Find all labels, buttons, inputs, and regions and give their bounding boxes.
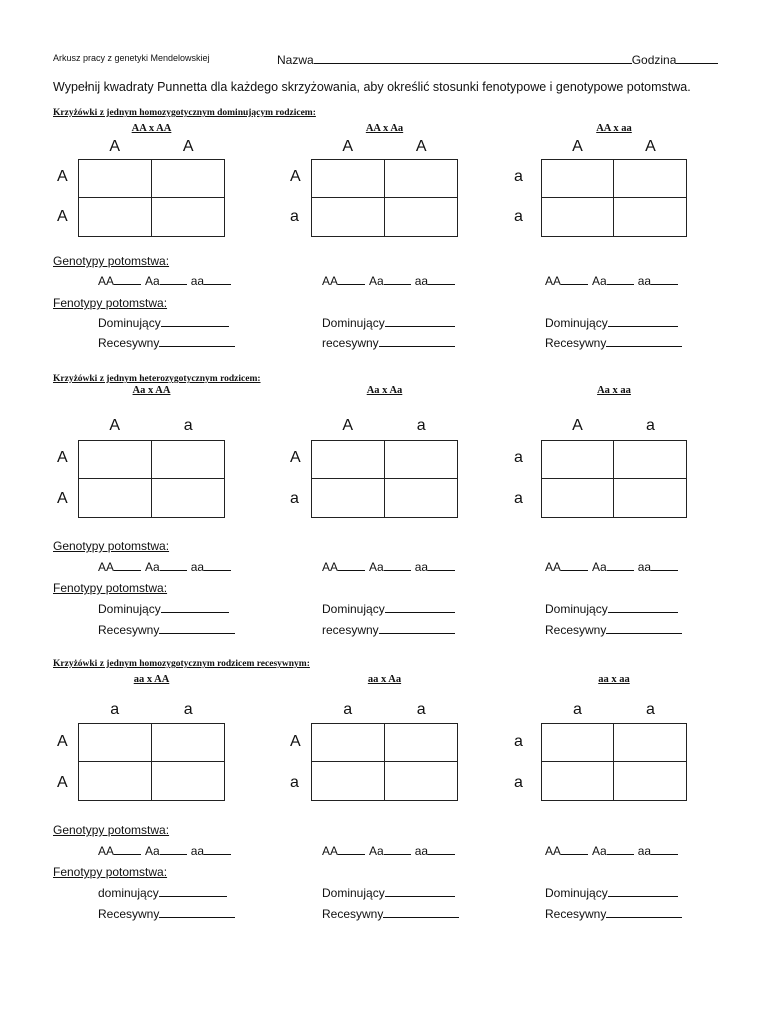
- genotype-label-Aa: Aa: [145, 844, 160, 858]
- genotype-blank[interactable]: [114, 560, 141, 571]
- genotype-blank[interactable]: [204, 844, 231, 855]
- dominant-blank[interactable]: [159, 886, 227, 897]
- genotype-blank[interactable]: [651, 844, 678, 855]
- genotype-answers: [545, 274, 682, 288]
- side-allele: a: [514, 733, 523, 750]
- genotypes-heading: Genotypy potomstwa:: [53, 254, 170, 268]
- punnett-cell[interactable]: [385, 479, 458, 517]
- genotype-blank[interactable]: [384, 560, 411, 571]
- recessive-answer: [545, 907, 682, 921]
- section-title: Krzyżówki z jednym homozygotycznym rodzicem recesywnym:: [53, 659, 310, 669]
- cross-label: aa x AA: [133, 674, 170, 685]
- recessive-answer: [322, 623, 455, 637]
- recessive-label: Recesywny: [98, 907, 160, 921]
- punnett-cell[interactable]: [385, 198, 458, 236]
- recessive-answer: [545, 336, 682, 350]
- top-allele: A: [645, 138, 656, 155]
- punnett-cell[interactable]: [614, 198, 686, 236]
- punnett-cell[interactable]: [152, 441, 225, 479]
- side-allele: A: [57, 168, 68, 185]
- top-allele: A: [109, 138, 121, 155]
- recessive-label: Recesywny: [545, 336, 607, 350]
- genotype-blank[interactable]: [384, 844, 411, 855]
- punnett-cell[interactable]: [152, 198, 225, 236]
- genotype-label-AA: AA: [322, 844, 339, 858]
- genotype-label-Aa: Aa: [369, 560, 384, 574]
- top-allele: a: [573, 701, 582, 718]
- genotype-answers: [98, 274, 235, 288]
- top-allele: a: [343, 701, 353, 718]
- instructions: Wypełnij kwadraty Punnetta dla każdego skrzyżowania, aby określić stosunki fenotypowe i genotypowe potomstwa.: [53, 80, 691, 94]
- side-allele: A: [57, 449, 68, 466]
- top-allele: A: [572, 417, 583, 434]
- side-allele: a: [514, 449, 523, 466]
- punnett-square: [311, 440, 458, 518]
- punnett-cell[interactable]: [312, 479, 385, 517]
- dominant-answer: [545, 316, 678, 330]
- punnett-cell[interactable]: [312, 762, 385, 800]
- dominant-blank[interactable]: [161, 316, 229, 327]
- dominant-answer: [98, 316, 229, 330]
- recessive-blank[interactable]: [379, 336, 455, 347]
- genotype-blank[interactable]: [428, 560, 455, 571]
- recessive-answer: [98, 623, 235, 637]
- recessive-answer: [322, 336, 455, 350]
- dominant-label: Dominujący: [545, 316, 608, 330]
- genotype-label-AA: AA: [545, 560, 562, 574]
- worksheet-title: Arkusz pracy z genetyki Mendelowskiej: [53, 53, 210, 63]
- genotype-label-AA: AA: [98, 844, 115, 858]
- punnett-cell[interactable]: [152, 479, 225, 517]
- dominant-blank[interactable]: [161, 602, 229, 613]
- dominant-answer: [322, 602, 455, 616]
- genotype-answers: [322, 844, 459, 858]
- genotype-blank[interactable]: [384, 274, 411, 285]
- genotype-blank[interactable]: [428, 274, 455, 285]
- genotypes-heading: Genotypy potomstwa:: [53, 539, 170, 553]
- recessive-blank[interactable]: [159, 336, 235, 347]
- dominant-label: Dominujący: [322, 316, 385, 330]
- genotype-label-Aa: Aa: [145, 274, 160, 288]
- genotype-blank[interactable]: [114, 844, 141, 855]
- punnett-cell[interactable]: [385, 724, 458, 762]
- punnett-cell[interactable]: [152, 160, 225, 198]
- top-allele: A: [109, 417, 121, 434]
- punnett-cell[interactable]: [79, 160, 152, 198]
- genotype-label-AA: AA: [545, 274, 562, 288]
- recessive-answer: [98, 336, 235, 350]
- genotype-blank[interactable]: [561, 274, 588, 285]
- top-allele: a: [183, 701, 193, 718]
- recessive-label: Recesywny: [545, 623, 607, 637]
- top-allele: A: [342, 417, 354, 434]
- side-allele: a: [290, 774, 299, 791]
- punnett-square: [78, 440, 225, 518]
- genotype-blank[interactable]: [114, 274, 141, 285]
- genotype-blank[interactable]: [160, 274, 187, 285]
- dominant-blank[interactable]: [608, 602, 678, 613]
- punnett-cell[interactable]: [542, 724, 614, 762]
- genotype-blank[interactable]: [428, 844, 455, 855]
- genotype-blank[interactable]: [338, 844, 365, 855]
- genotype-blank[interactable]: [204, 560, 231, 571]
- punnett-square: [78, 159, 225, 237]
- genotype-label-aa: aa: [190, 274, 205, 288]
- genotype-answers: [98, 560, 235, 574]
- punnett-square: [541, 440, 687, 518]
- genotype-blank[interactable]: [561, 844, 588, 855]
- genotype-blank[interactable]: [204, 274, 231, 285]
- punnett-cell[interactable]: [542, 160, 614, 198]
- side-allele: a: [290, 490, 299, 507]
- punnett-cell[interactable]: [79, 762, 152, 800]
- dominant-blank[interactable]: [608, 316, 678, 327]
- punnett-square: [541, 159, 687, 237]
- side-allele: a: [514, 490, 523, 507]
- genotype-answers: [545, 844, 682, 858]
- dominant-answer: [545, 886, 678, 900]
- top-allele: a: [110, 701, 120, 718]
- punnett-cell[interactable]: [385, 160, 458, 198]
- genotype-label-AA: AA: [98, 560, 115, 574]
- genotype-label-AA: AA: [98, 274, 115, 288]
- top-allele: A: [182, 138, 194, 155]
- genotype-blank[interactable]: [607, 274, 634, 285]
- section-title: Krzyżówki z jednym homozygotycznym dominującym rodzicem:: [53, 108, 316, 118]
- side-allele: A: [290, 733, 301, 750]
- dominant-label: Dominujący: [545, 602, 608, 616]
- punnett-cell[interactable]: [542, 479, 614, 517]
- punnett-cell[interactable]: [312, 724, 385, 762]
- genotype-blank[interactable]: [607, 560, 634, 571]
- recessive-blank[interactable]: [159, 623, 235, 634]
- punnett-cell[interactable]: [614, 479, 686, 517]
- punnett-cell[interactable]: [385, 762, 458, 800]
- genotype-label-aa: aa: [637, 844, 652, 858]
- genotype-blank[interactable]: [651, 560, 678, 571]
- recessive-blank[interactable]: [606, 623, 682, 634]
- dominant-answer: [98, 602, 229, 616]
- dominant-label: Dominujący: [322, 886, 385, 900]
- name-field[interactable]: [314, 51, 632, 64]
- time-label: Godzina: [631, 53, 677, 67]
- punnett-cell[interactable]: [385, 441, 458, 479]
- genotype-blank[interactable]: [338, 560, 365, 571]
- cross-label: aa x Aa: [367, 674, 402, 685]
- recessive-blank[interactable]: [379, 623, 455, 634]
- dominant-label: Dominujący: [545, 886, 608, 900]
- genotype-blank[interactable]: [651, 274, 678, 285]
- genotype-label-aa: aa: [637, 560, 652, 574]
- punnett-cell[interactable]: [79, 441, 152, 479]
- top-allele: A: [342, 138, 354, 155]
- top-allele: a: [416, 417, 426, 434]
- punnett-cell[interactable]: [152, 762, 225, 800]
- cross-label: AA x Aa: [365, 123, 404, 134]
- dominant-label: Dominujący: [98, 316, 161, 330]
- dominant-answer: [545, 602, 678, 616]
- recessive-label: Recesywny: [98, 336, 160, 350]
- genotype-label-Aa: Aa: [592, 274, 607, 288]
- dominant-answer: [322, 886, 455, 900]
- recessive-label: recesywny: [322, 623, 379, 637]
- recessive-blank[interactable]: [606, 907, 682, 918]
- dominant-label: Dominujący: [322, 602, 385, 616]
- dominant-label: Dominujący: [98, 602, 161, 616]
- section-title: Krzyżówki z jednym heterozygotycznym rodzicem:: [53, 374, 261, 384]
- side-allele: a: [290, 208, 299, 225]
- genotype-label-aa: aa: [414, 844, 429, 858]
- cross-label: AA x AA: [131, 123, 172, 134]
- time-field[interactable]: [676, 51, 718, 64]
- genotype-label-Aa: Aa: [592, 844, 607, 858]
- punnett-cell[interactable]: [542, 762, 614, 800]
- name-time-row: [277, 51, 722, 67]
- genotype-answers: [322, 274, 459, 288]
- phenotypes-heading: Fenotypy potomstwa:: [53, 865, 168, 879]
- punnett-square: [78, 723, 225, 801]
- genotype-label-aa: aa: [190, 844, 205, 858]
- top-allele: A: [572, 138, 583, 155]
- side-allele: a: [514, 774, 523, 791]
- punnett-square: [541, 723, 687, 801]
- cross-label: AA x aa: [596, 123, 632, 134]
- top-allele: a: [646, 417, 655, 434]
- top-allele: a: [183, 417, 193, 434]
- phenotypes-heading: Fenotypy potomstwa:: [53, 296, 168, 310]
- genotype-label-Aa: Aa: [145, 560, 160, 574]
- name-label: Nazwa: [277, 53, 314, 67]
- genotype-label-AA: AA: [322, 274, 339, 288]
- genotype-answers: [545, 560, 682, 574]
- recessive-answer: [545, 623, 682, 637]
- punnett-cell[interactable]: [542, 198, 614, 236]
- cross-label: aa x aa: [598, 674, 630, 685]
- genotype-label-aa: aa: [637, 274, 652, 288]
- recessive-label: Recesywny: [322, 907, 384, 921]
- cross-label: Aa x Aa: [366, 385, 403, 396]
- side-allele: a: [514, 208, 523, 225]
- genotype-label-aa: aa: [414, 560, 429, 574]
- side-allele: a: [514, 168, 523, 185]
- punnett-cell[interactable]: [614, 441, 686, 479]
- genotype-blank[interactable]: [561, 560, 588, 571]
- side-allele: A: [57, 774, 68, 791]
- side-allele: A: [57, 733, 68, 750]
- recessive-blank[interactable]: [159, 907, 235, 918]
- punnett-cell[interactable]: [542, 441, 614, 479]
- genotype-answers: [322, 560, 459, 574]
- genotype-label-Aa: Aa: [592, 560, 607, 574]
- cross-label: Aa x aa: [597, 385, 631, 396]
- punnett-cell[interactable]: [614, 160, 686, 198]
- punnett-square: [311, 723, 458, 801]
- recessive-label: Recesywny: [98, 623, 160, 637]
- side-allele: A: [57, 490, 68, 507]
- punnett-cell[interactable]: [79, 724, 152, 762]
- genotype-blank[interactable]: [160, 560, 187, 571]
- punnett-cell[interactable]: [312, 160, 385, 198]
- punnett-cell[interactable]: [312, 198, 385, 236]
- side-allele: A: [290, 168, 301, 185]
- recessive-blank[interactable]: [383, 907, 459, 918]
- dominant-blank[interactable]: [385, 886, 455, 897]
- genotype-label-Aa: Aa: [369, 844, 384, 858]
- punnett-cell[interactable]: [152, 724, 225, 762]
- genotype-label-AA: AA: [545, 844, 562, 858]
- punnett-cell[interactable]: [614, 724, 686, 762]
- genotype-label-aa: aa: [414, 274, 429, 288]
- genotype-blank[interactable]: [160, 844, 187, 855]
- cross-label: Aa x AA: [132, 385, 171, 396]
- recessive-answer: [322, 907, 459, 921]
- dominant-blank[interactable]: [385, 316, 455, 327]
- dominant-answer: [98, 886, 227, 900]
- punnett-cell[interactable]: [614, 762, 686, 800]
- dominant-blank[interactable]: [608, 886, 678, 897]
- genotype-label-AA: AA: [322, 560, 339, 574]
- genotype-blank[interactable]: [338, 274, 365, 285]
- side-allele: A: [290, 449, 301, 466]
- genotype-label-Aa: Aa: [369, 274, 384, 288]
- punnett-cell[interactable]: [79, 198, 152, 236]
- dominant-label: dominujący: [98, 886, 159, 900]
- top-allele: a: [416, 701, 426, 718]
- genotype-answers: [98, 844, 235, 858]
- punnett-square: [311, 159, 458, 237]
- genotype-blank[interactable]: [607, 844, 634, 855]
- dominant-answer: [322, 316, 455, 330]
- top-allele: A: [415, 138, 427, 155]
- genotype-label-aa: aa: [190, 560, 205, 574]
- side-allele: A: [57, 208, 68, 225]
- recessive-answer: [98, 907, 235, 921]
- top-allele: a: [646, 701, 655, 718]
- recessive-blank[interactable]: [606, 336, 682, 347]
- punnett-cell[interactable]: [312, 441, 385, 479]
- dominant-blank[interactable]: [385, 602, 455, 613]
- genotypes-heading: Genotypy potomstwa:: [53, 823, 170, 837]
- recessive-label: Recesywny: [545, 907, 607, 921]
- recessive-label: recesywny: [322, 336, 379, 350]
- phenotypes-heading: Fenotypy potomstwa:: [53, 581, 168, 595]
- punnett-cell[interactable]: [79, 479, 152, 517]
